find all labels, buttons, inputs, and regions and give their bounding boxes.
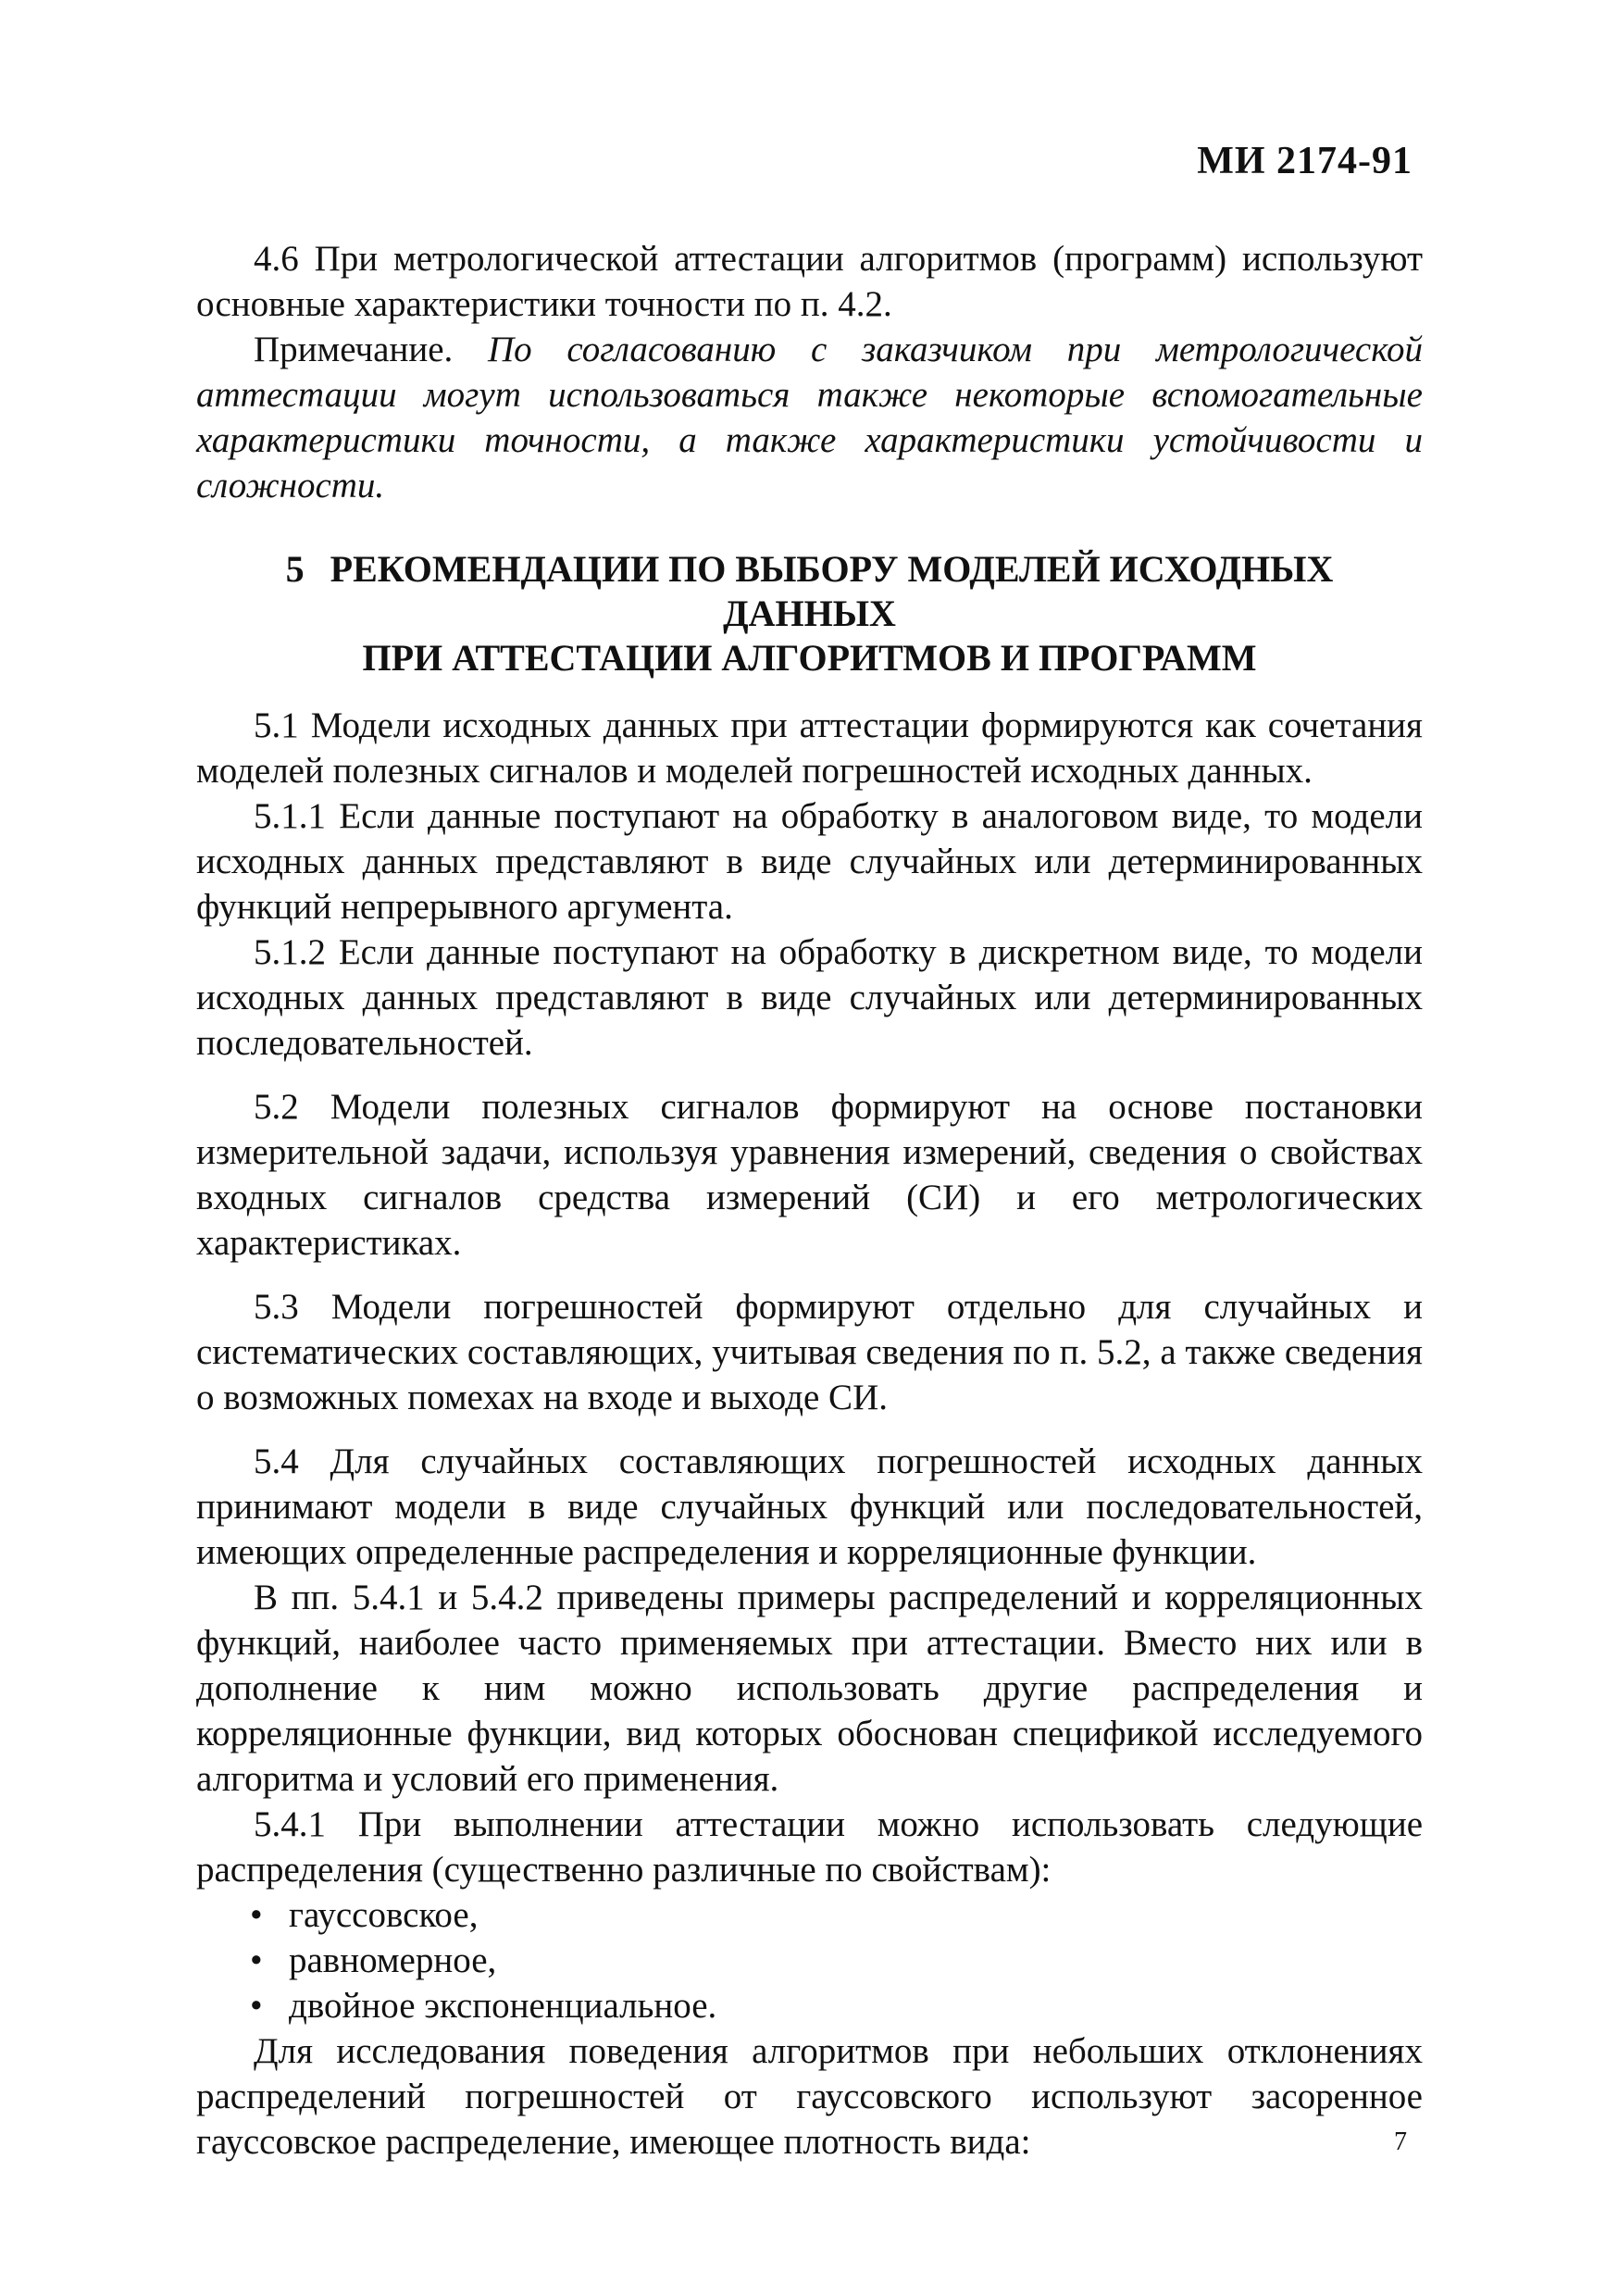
paragraph-5-2: 5.2 Модели полезных сигналов формируют на основе постановки измерительной задачи, используя уравнения измерений, сведения о свойствах входных сигналов средства измерений (СИ) и его метрологических характеристиках. — [196, 1087, 1423, 1263]
section-number: 5 — [285, 548, 305, 590]
list-item: • двойное экспоненциальное. — [250, 1983, 1423, 2028]
list-item: • равномерное, — [250, 1938, 1423, 1983]
paragraph-4-6: 4.6 При метрологической аттестации алгоритмов (программ) используют основные характеристики точности по п. 4.2. — [196, 239, 1423, 324]
section-title-line-1: РЕКОМЕНДАЦИИ ПО ВЫБОРУ МОДЕЛЕЙ ИСХОДНЫХ ДАННЫХ — [330, 548, 1334, 634]
document-code: МИ 2174-91 — [1197, 140, 1413, 182]
section-heading-line-1 — [196, 547, 1423, 636]
paragraph-5-4: 5.4 Для случайных составляющих погрешностей исходных данных принимают модели в виде случайных функций или последовательностей, имеющих определенные распределения и корреляционные функции. — [196, 1441, 1423, 1572]
paragraph-5-3: 5.3 Модели погрешностей формируют отдельно для случайных и систематических составляющих, учитывая сведения по п. 5.2, а также сведения о возможных помехах на входе и выходе СИ. — [196, 1287, 1423, 1417]
paragraph-5-1: 5.1 Модели исходных данных при аттестации формируются как сочетания моделей полезных сигналов и моделей погрешностей исходных данных. — [196, 705, 1423, 791]
paragraph-5-1-1: 5.1.1 Если данные поступают на обработку в аналоговом виде, то модели исходных данных представляют в виде случайных или детерминированных функций непрерывного аргумента. — [196, 796, 1423, 927]
page-number: 7 — [1394, 2128, 1407, 2156]
paragraph-5-4-1: 5.4.1 При выполнении аттестации можно использовать следующие распределения (существенно различные по свойствам): — [196, 1804, 1423, 1890]
note-label: Примечание. — [254, 330, 489, 369]
paragraph-contaminated-gaussian: Для исследования поведения алгоритмов при небольших отклонениях распределений погрешностей от гауссовского используют засоренное гауссовское распределение, имеющее плотность вида: — [196, 2031, 1423, 2162]
page-content — [196, 236, 1423, 2165]
list-item: • гауссовское, — [250, 1892, 1423, 1938]
section-5-heading — [196, 547, 1423, 680]
note-text: По согласованию с заказчиком при метрологической аттестации могут использоваться также некоторые вспомогательные характеристики точности, а также характеристики устойчивости и сложности. — [196, 330, 1424, 505]
paragraph-5-4-examples: В пп. 5.4.1 и 5.4.2 приведены примеры распределений и корреляционных функций, наиболее часто применяемых при аттестации. Вместо них или в дополнение к ним можно использовать другие распределения и корреляционные функции, вид которых обоснован спецификой исследуемого алгоритма и условий его применения. — [196, 1578, 1423, 1799]
distribution-list — [196, 1892, 1423, 2028]
paragraph-5-1-2: 5.1.2 Если данные поступают на обработку в дискретном виде, то модели исходных данных представляют в виде случайных или детерминированных последовательностей. — [196, 932, 1423, 1063]
section-title-line-2: ПРИ АТТЕСТАЦИИ АЛГОРИТМОВ И ПРОГРАММ — [362, 637, 1257, 679]
note-paragraph — [196, 327, 1423, 508]
